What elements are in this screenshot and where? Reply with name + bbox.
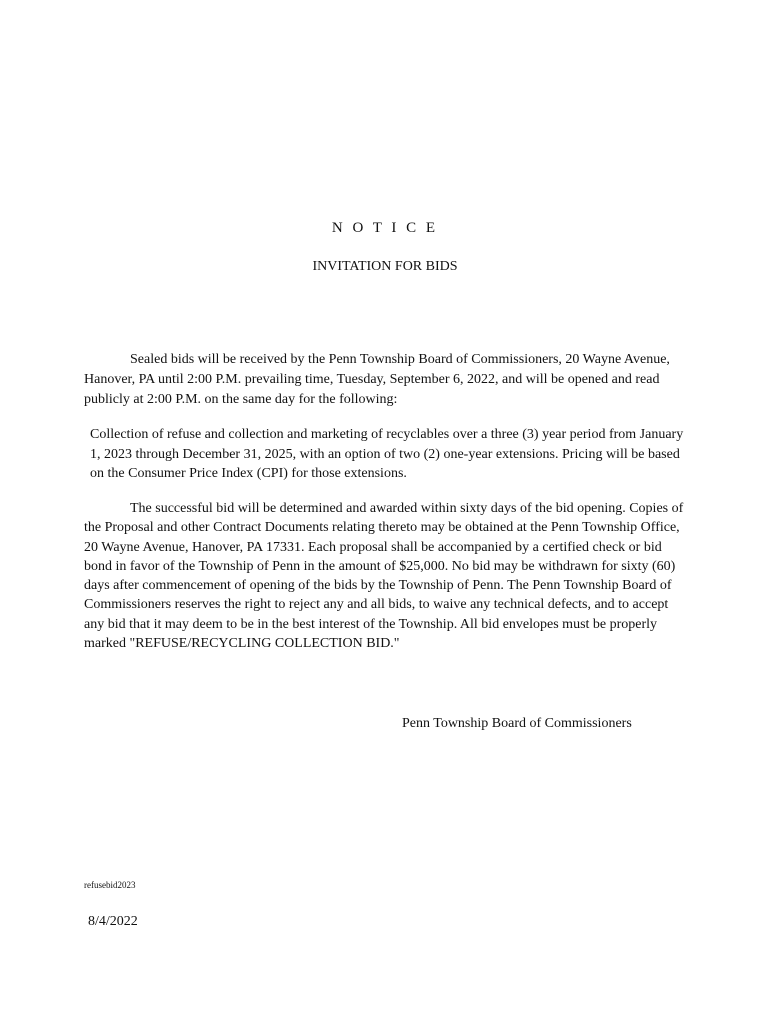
signature-line: Penn Township Board of Commissioners xyxy=(402,716,632,731)
bid-terms-paragraph xyxy=(84,499,689,653)
notice-subtitle: INVITATION FOR BIDS xyxy=(312,259,458,274)
document-date: 8/4/2022 xyxy=(88,914,138,929)
bid-receipt-paragraph xyxy=(84,350,694,410)
file-reference: refusebid2023 xyxy=(84,880,136,890)
notice-title: N O T I C E xyxy=(331,220,439,236)
bid-terms-text: The successful bid will be determined and awarded within sixty days of the bid opening. Copies of the Proposal and other Contract Documents relating thereto may be obtained at the Penn Township Office, 20 Wayne Avenue, Hanover, PA 17331. Each proposal shall be accompanied by a certified check or bid bond in favor of the Township of Penn in the amount of $25,000. No bid may be withdrawn for sixty (60) days after commencement of opening of the bids by the Township of Penn. The Penn Township Board of Commissioners reserves the right to reject any and all bids, to waive any technical defects, and to accept any bid that it may deem to be in the best interest of the Township. All bid envelopes must be properly marked "REFUSE/RECYCLING COLLECTION BID." xyxy=(84,501,684,652)
bid-receipt-text: Sealed bids will be received by the Penn Township Board of Commissioners, 20 Wayne Avenue, Hanover, PA until 2:00 P.M. prevailing time, Tuesday, September 6, 2022, and will be opened and read publicly at 2:00 P.M. on the same day for the following: xyxy=(84,352,670,407)
service-description-paragraph: Collection of refuse and collection and marketing of recyclables over a three (3) year period from January 1, 2023 through December 31, 2025, with an option of two (2) one-year extensions. Pricing will be based on the Consumer Price Index (CPI) for those extensions. xyxy=(90,427,684,481)
